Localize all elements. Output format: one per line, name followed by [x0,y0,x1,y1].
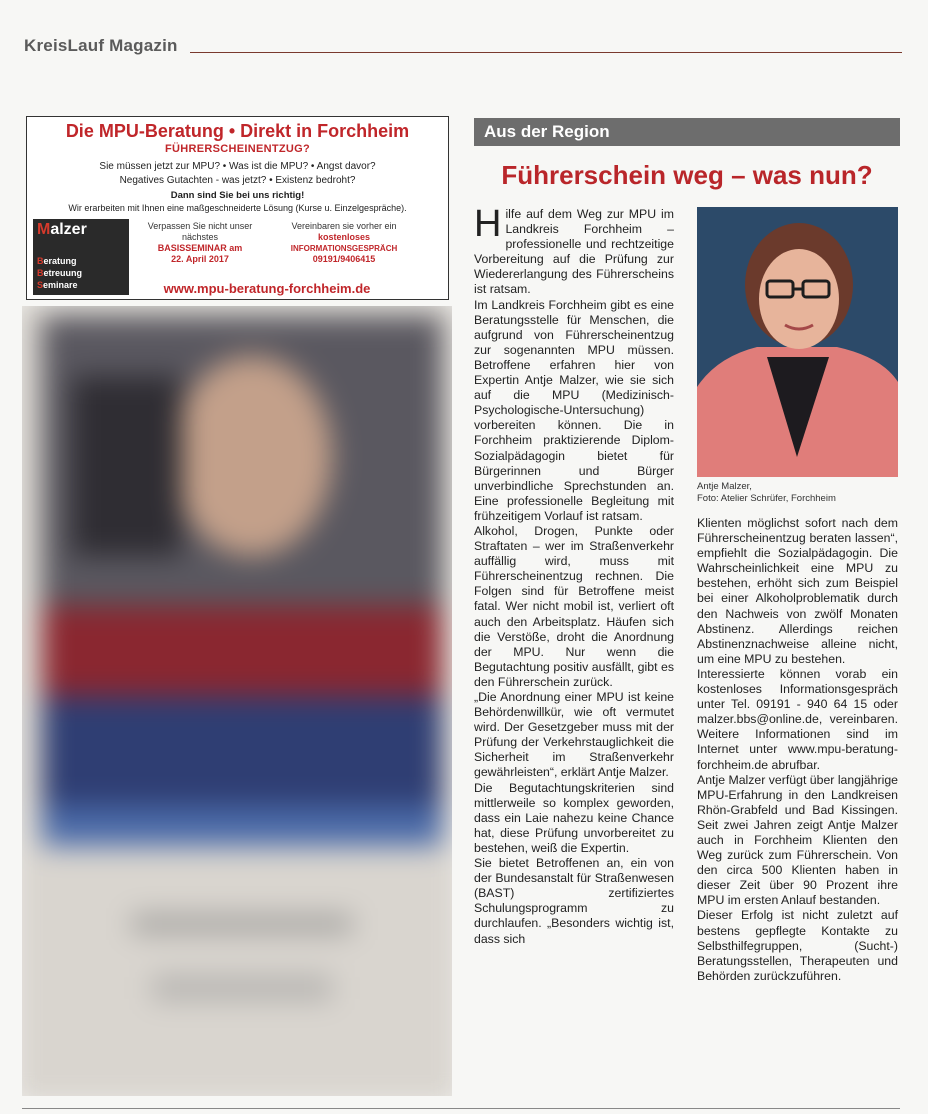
article-paragraph: Sie bietet Betroffenen an, ein von der Bundesanstalt für Straßenwesen (BAST) zertifiziertes Schulungsprogramm zu durchlaufen. „Besonders wichtig ist, dass sich [474,856,674,946]
portrait-photo [697,207,898,477]
article-paragraph: Klienten möglichst sofort nach dem Führerscheinentzug beraten lassen“, empfiehlt die Sozialpädagogin. Die Wahrscheinlichkeit eine MPU zu bestehen, erhöht sich zum Beispiel bei einer Alkoholproblematik durch den Nachweis von zwölf Monaten Abstinenz. Allerdings reichen Abstinenznachweise alleine nicht, um eine MPU zu bestehen. [697,516,898,666]
page-bottom-rule [22,1108,900,1109]
malzer-logo: Malzer Beratung Betreuung Seminare [33,219,129,295]
article-paragraph: Interessierte können vorab ein kostenloses Informationsgespräch unter Tel. 09191 - 940 64 15 oder malzer.bbs@online.de, vereinbaren. Weitere Informationen sind im Internet unter www.mpu-beratung-forchheim.de abrufbar. [697,666,898,772]
article-paragraph: Im Landkreis Forchheim gibt es eine Beratungsstelle für Menschen, die aufgrund von Führerscheinentzug zur sogenannten MPU müssen. Betroffene erfahren hier von Expertin Antje Malzer, wie sie sich auf die MPU (Medizinisch-Psychologische-Untersuchung) vorbereiten können. Die in Forchheim praktizierende Diplom-Sozialpädagogin bietet für Bürgerinnen und Bürger unverbindliche Sprechstunden an. Eine professionelle Begleitung mit frühzeitigem Vorlauf ist ratsam. [474,297,674,523]
article-column-right [697,516,898,984]
ad-tagline: Dann sind Sie bei uns richtig! [170,190,305,201]
blurred-advertisement-image [22,306,452,1096]
article-intro: ilfe auf dem Weg zur MPU im Landkreis Forchheim – professionelle und rechtzeitige Vorbereitung auf die Prüfung zur Wiedererlangung des Führerscheins ist ratsam. [474,207,674,297]
ad-headline: Die MPU-Beratung • Direkt in Forchheim [65,121,410,141]
article-headline: Führerschein weg – was nun? [501,160,873,190]
ad-seminar-info: Verpassen Sie nicht unser nächstes BASISSEMINAR am 22. April 2017 [147,221,253,264]
article-paragraph: „Die Anordnung einer MPU ist keine Behördenwillkür, wie oft vermutet wird. Der Gesetzgeber muss mit der Prüfung der Verkehrstauglichkeit die Sicherheit im Straßenverkehr gewährleisten“, erklärt Antje Malzer. [474,690,674,780]
section-header: Aus der Region [474,118,900,146]
ad-website-link[interactable]: www.mpu-beratung-forchheim.de [163,281,371,296]
drop-cap: H [474,203,502,245]
ad-solution-line: Wir erarbeiten mit Ihnen eine maßgeschneiderte Lösung (Kurse u. Einzelgespräche). [68,203,407,213]
article-paragraph: Die Begutachtungskriterien sind mittlerweile so komplex geworden, dass ein Laie nahezu keine Chance hat, diese Prüfung unvorbereitet zu bestehen, weiß die Expertin. [474,780,674,855]
ad-questions-line1: Sie müssen jetzt zur MPU? • Was ist die MPU? • Angst davor? [99,161,376,172]
article-paragraph: Dieser Erfolg ist nicht zuletzt auf bestens gepflegte Kontakte zu Selbsthilfegruppen, (Sucht-) Beratungsstellen, Therapeuten und Behörden zurückzuführen. [697,908,898,983]
article-paragraph: Antje Malzer verfügt über langjährige MPU-Erfahrung in den Landkreisen Rhön-Grabfeld und Bad Kissingen. Seit zwei Jahren zeigt Antje Malzer auch in Forchheim Klienten den Weg zurück zum Führerschein. Von den circa 500 Klienten haben in dieser Zeit über 90 Prozent ihre MPU im ersten Anlauf bestanden. [697,772,898,908]
article-column-left [474,203,674,947]
ad-subheadline: FÜHRERSCHEINENTZUG? [164,143,311,155]
masthead-rule [190,52,902,53]
ad-consultation-info: Vereinbaren sie vorher ein kostenloses INFORMATIONSGESPRÄCH 09191/9406415 [290,221,398,264]
mpu-advertisement [26,116,449,300]
photo-caption: Antje Malzer, Foto: Atelier Schrüfer, Forchheim [697,481,836,504]
article-paragraph: Alkohol, Drogen, Punkte oder Straftaten – wer im Straßenverkehr auffällig wird, muss mit Führerscheinentzug rechnen. Die Folgen sind für Betroffene meist fatal. Wer nicht mobil ist, verliert oft auch den Arbeitsplatz. Häufen sich die Verstöße, droht die Anordnung der MPU. Nur wenn die Begutachtung positiv ausfällt, gibt es den Führerschein zurück. [474,523,674,689]
ad-questions-line2: Negatives Gutachten - was jetzt? • Existenz bedroht? [119,175,356,186]
magazine-title: KreisLauf Magazin [24,36,178,55]
